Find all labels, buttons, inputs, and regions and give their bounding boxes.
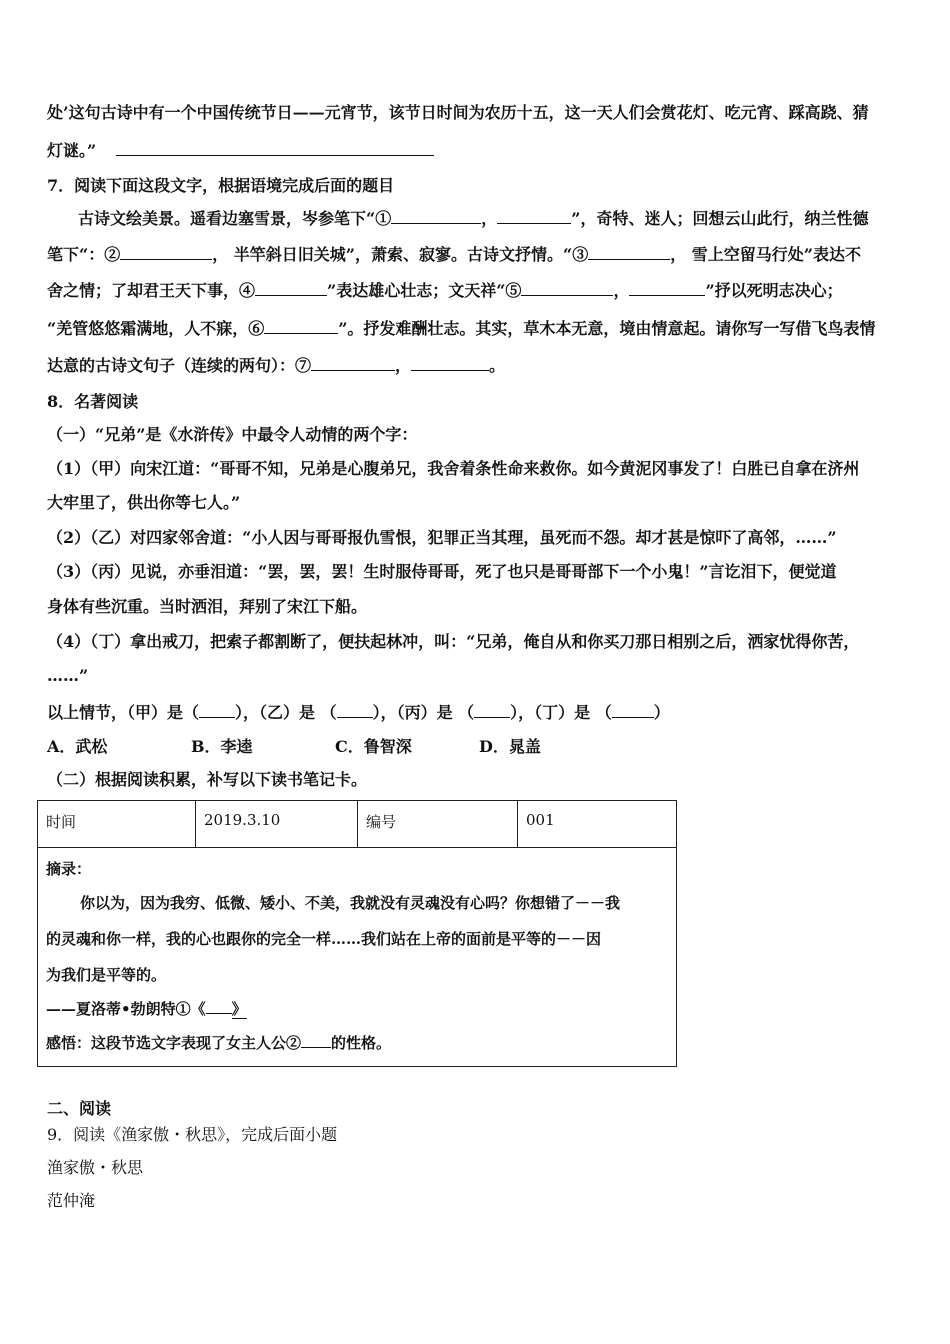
q6-line-2 — [47, 140, 907, 162]
q7-title — [47, 175, 907, 197]
section-2-title-text: 二、阅读 — [47, 1099, 112, 1118]
answer-blank-7a[interactable] — [311, 356, 395, 371]
feeling-line — [46, 1032, 391, 1053]
q8-p2-text: （2）（乙）对四家邻舍道：“小人因与哥哥报仇雪恨，犯罪正当其理，虽死而不怨。却才甚是惊吓了高邻，……” — [47, 528, 837, 547]
q7-text: ， 雪上空留马行处”表达不 — [670, 245, 861, 264]
q8-match-line — [47, 702, 907, 724]
card-body-row — [38, 848, 677, 1067]
q7-text: ， 半竿斜日旧关城”，萧索、寂寥。古诗文抒情。“③ — [212, 245, 589, 264]
match-blank-bing[interactable] — [474, 703, 510, 718]
q7-text: 舍之情；了却君王天下事，④ — [47, 281, 256, 300]
q6-line-1 — [47, 102, 907, 124]
match-text: ），（乙）是 （ — [235, 703, 337, 722]
match-text: ），（丙）是 （ — [372, 703, 475, 722]
q8-p3-line-2 — [47, 596, 907, 618]
num-label-cell — [358, 801, 518, 848]
q8-p1-text-2: 大牢里了，供出你等七人。” — [47, 493, 241, 512]
q7-text: 。 — [489, 356, 506, 375]
q8-p1-text-1: （1）（甲）向宋江道：“哥哥不知，兄弟是心腹弟兄，我舍着条性命来救你。如今黄泥冈事发了！白胜已自拿在济州 — [47, 459, 860, 478]
q8-p4-line-2 — [47, 665, 907, 687]
time-label-cell — [38, 801, 196, 848]
q8-p1-line-1 — [47, 458, 907, 480]
q8-p3-text-1: （3）（丙）见说，亦垂泪道：“罢，罢，罢！生时服侍哥哥，死了也只是哥哥部下一个小鬼！”言讫泪下，便觉道 — [47, 562, 837, 581]
answer-blank-3[interactable] — [588, 245, 670, 260]
option-d[interactable]: D．晁盖 — [479, 737, 541, 756]
num-label: 编号 — [366, 813, 397, 831]
excerpt-line-3: 为我们是平等的。 — [46, 966, 167, 984]
time-label: 时间 — [46, 813, 77, 831]
q7-text: “羌管悠悠霜满地，人不寐，⑥ — [47, 319, 265, 338]
excerpt-line-1: 你以为，因为我穷、低微、矮小、不美，我就没有灵魂没有心吗？你想错了－－我 — [80, 894, 621, 912]
q7-line-3 — [47, 280, 907, 302]
option-b[interactable]: B．李逵 — [191, 737, 253, 756]
poem-author — [47, 1190, 907, 1212]
feeling-text-end: 的性格。 — [331, 1034, 392, 1052]
answer-blank-5a[interactable] — [521, 281, 613, 296]
q7-text: ， — [613, 281, 630, 300]
q8-part1 — [47, 424, 907, 446]
q7-line-2 — [47, 244, 907, 266]
option-a[interactable]: A．武松 — [47, 737, 108, 756]
q8-p4-line-1 — [47, 631, 907, 653]
time-value-cell — [196, 801, 358, 848]
q8-part2 — [47, 769, 907, 791]
card-body-cell — [38, 848, 677, 1067]
q7-text: ”。抒发难酬壮志。其实，草木本无意，境由情意起。请你写一写借飞鸟表情 — [338, 319, 876, 338]
answer-blank[interactable] — [116, 141, 434, 156]
q7-line-4 — [47, 318, 907, 340]
match-blank-yi[interactable] — [337, 703, 373, 718]
answer-blank-6[interactable] — [264, 319, 338, 334]
q7-text: ”，奇特、迷人；回想云山此行，纳兰性德 — [571, 209, 869, 228]
q8-title — [47, 391, 907, 413]
q7-text: ， — [481, 209, 498, 228]
q7-text: 笔下“：② — [47, 245, 121, 264]
q7-line-5 — [47, 355, 907, 377]
q8-options — [47, 736, 907, 758]
answer-blank-4[interactable] — [255, 281, 327, 296]
excerpt-label: 摘录： — [46, 860, 92, 878]
poem-title — [47, 1157, 907, 1179]
q7-line-1 — [78, 208, 908, 230]
card-body — [38, 848, 676, 1066]
q8-p1-line-2 — [47, 492, 907, 514]
answer-blank-1b[interactable] — [497, 209, 571, 224]
q9-text: 9．阅读《渔家傲・秋思》，完成后面小题 — [47, 1125, 338, 1144]
q8-p4-text-1: （4）（丁）拿出戒刀，把索子都割断了，便扶起林冲，叫：“兄弟，俺自从和你买刀那日相别之后，洒家忧得你苦， — [47, 632, 860, 651]
card-header-row — [38, 801, 677, 848]
excerpt-line-2: 的灵魂和你一样，我的心也跟你的完全一样……我们站在上帝的面前是平等的－－因 — [46, 930, 602, 948]
q6-text-1: 处’这句古诗中有一个中国传统节日——元宵节，该节日时间为农历十五，这一天人们会赏花灯、吃元宵、踩高跷、猜 — [47, 103, 869, 122]
feeling-text: 感悟：这段节选文字表现了女主人公② — [46, 1034, 302, 1052]
q9-line — [47, 1124, 907, 1146]
book-title-blank[interactable] — [206, 999, 232, 1014]
poem-author-text: 范仲淹 — [47, 1191, 96, 1210]
section-2-title — [47, 1098, 907, 1120]
reading-note-card — [37, 800, 677, 1067]
q8-part1-text: （一）“兄弟”是《水浒传》中最令人动情的两个字： — [47, 425, 418, 444]
time-value: 2019.3.10 — [204, 811, 281, 829]
match-text: ） — [653, 703, 670, 722]
q8-p4-text-2: ……” — [47, 666, 89, 685]
match-blank-ding[interactable] — [612, 703, 654, 718]
num-value: 001 — [526, 811, 555, 829]
character-trait-blank[interactable] — [301, 1033, 331, 1048]
q7-text: 古诗文绘美景。遥看边塞雪景，岑参笔下“① — [78, 209, 392, 228]
option-c[interactable]: C．鲁智深 — [335, 737, 412, 756]
q6-text-2: 灯谜。” — [47, 141, 97, 160]
match-blank-jia[interactable] — [199, 703, 235, 718]
author-text-end: 》 — [231, 1000, 247, 1018]
q7-text: ”抒以死明志决心； — [705, 281, 843, 300]
num-value-cell — [518, 801, 677, 848]
poem-title-text: 渔家傲・秋思 — [47, 1158, 144, 1177]
q8-p2-line — [47, 527, 907, 549]
q8-p3-text-2: 身体有些沉重。当时洒泪，拜别了宋江下船。 — [47, 597, 368, 616]
q7-text: 达意的古诗文句子（连续的两句）：⑦ — [47, 356, 312, 375]
answer-blank-1a[interactable] — [391, 209, 481, 224]
answer-blank-7b[interactable] — [411, 356, 489, 371]
q8-part2-text: （二）根据阅读积累，补写以下读书笔记卡。 — [47, 770, 368, 789]
q8-title-text: 8．名著阅读 — [47, 392, 139, 411]
excerpt-author — [46, 998, 247, 1019]
answer-blank-2[interactable] — [120, 245, 212, 260]
q7-text: ”表达雄心壮志；文天祥“⑤ — [327, 281, 522, 300]
match-text: 以上情节，（甲）是（ — [47, 703, 200, 722]
q7-text: ， — [395, 356, 412, 375]
q8-p3-line-1 — [47, 561, 907, 583]
author-text: ——夏洛蒂•勃朗特①《 — [46, 1000, 206, 1018]
q7-title-text: 7．阅读下面这段文字，根据语境完成后面的题目 — [47, 176, 395, 195]
answer-blank-5b[interactable] — [629, 281, 705, 296]
match-text: ），（丁）是 （ — [510, 703, 612, 722]
